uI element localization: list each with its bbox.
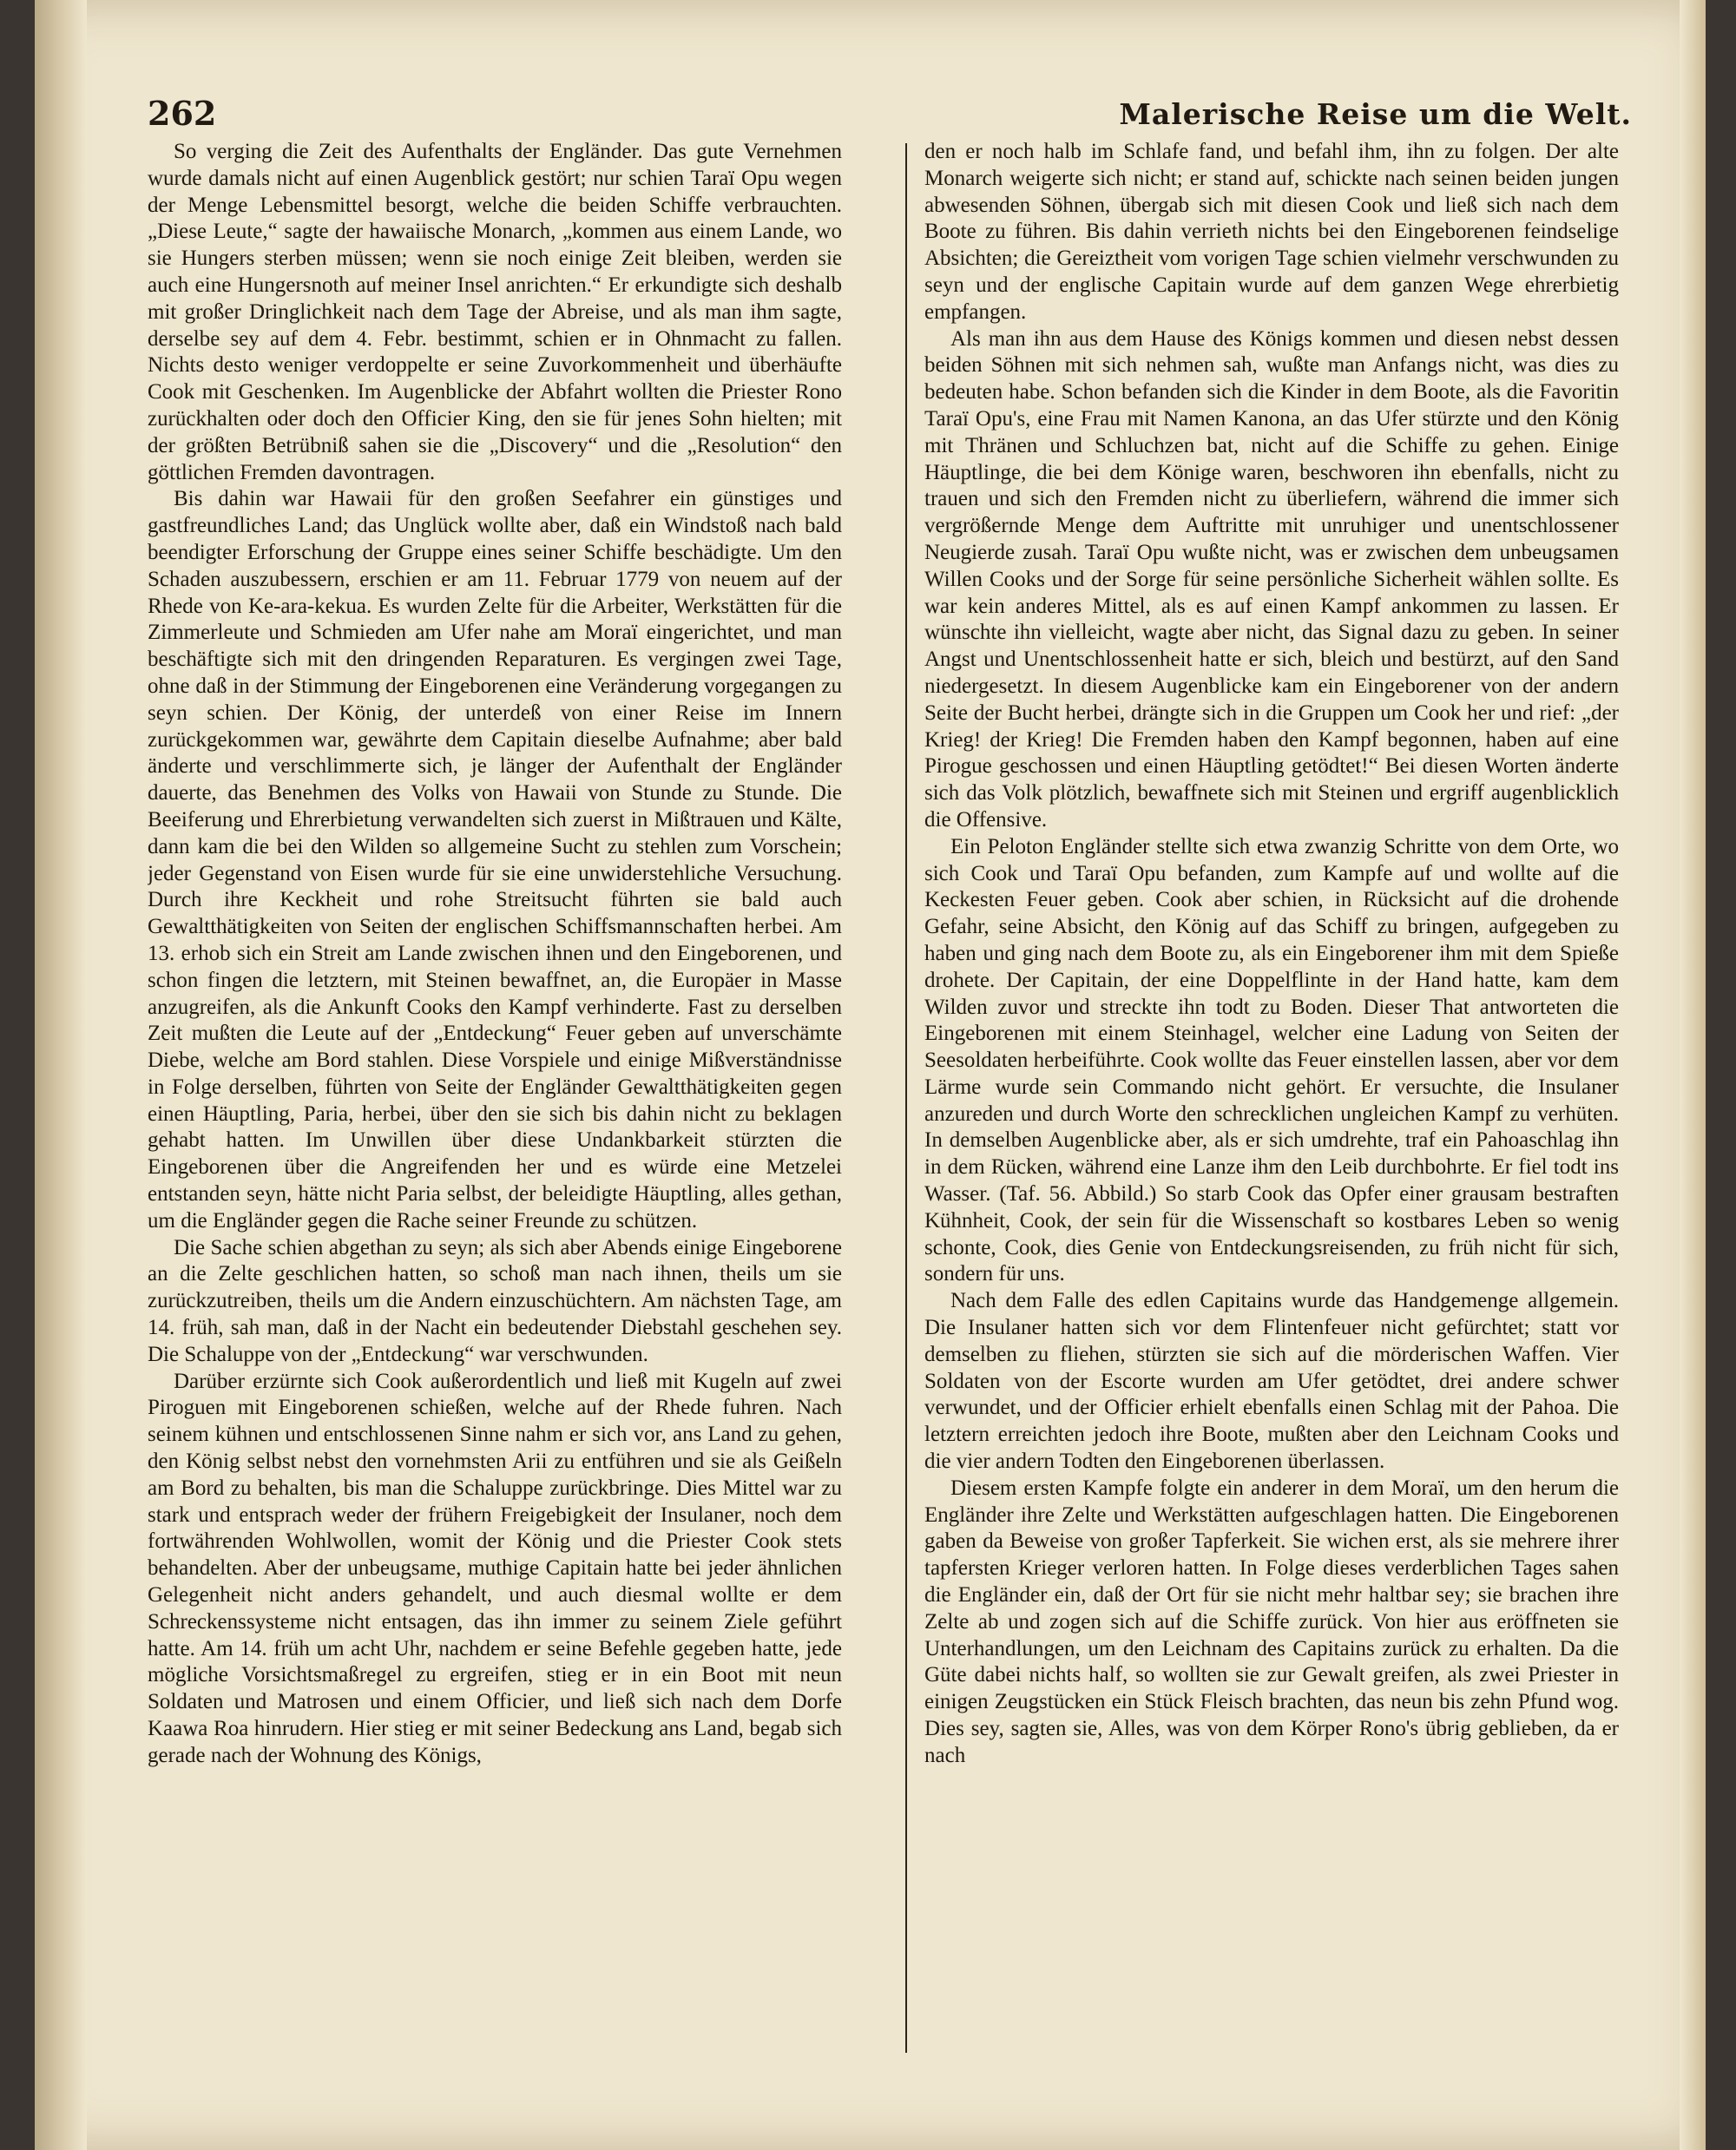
page-header — [148, 94, 1632, 146]
paragraph: Ein Peloton Engländer stellte sich etwa zwanzig Schritte von dem Orte, wo sich Cook und Taraï Opu befanden, zum Kampfe auf und wollte auf die Keckesten Feuer geben. Cook aber schien, in Rücksicht auf die drohende Gefahr, seine Absicht, den König auf das Schiff zu bringen, aufgegeben zu haben und ging nach dem Boote zu, als ein Eingeborener ihm mit dem Spieße drohete. Der Capitain, der eine Doppelflinte in der Hand hatte, kam dem Wilden zuvor und streckte ihn todt zu Boden. Dieser That antworteten die Eingeborenen mit einem Steinhagel, welcher eine Ladung von Seiten der Seesoldaten herbeiführte. Cook wollte das Feuer einstellen lassen, aber vor dem Lärme wurde sein Commando nicht gehört. Er versuchte, die Insulaner anzureden und durch Worte den schrecklichen ungleichen Kampf zu verhüten. In demselben Augenblicke aber, als er sich umdrehte, traf ein Pahoaschlag ihn in dem Rücken, während eine Lanze ihm den Leib durchbohrte. Er fiel todt ins Wasser. (Taf. 56. Abbild.) So starb Cook das Opfer einer grausam bestraften Kühnheit, Cook, der sein für die Wissenschaft so kostbares Leben so wenig schonte, Cook, dies Genie von Entdeckungsreisenden, zu früh nicht für sich, sondern für uns. — [924, 834, 1619, 1286]
paragraph: den er noch halb im Schlafe fand, und befahl ihm, ihn zu folgen. Der alte Monarch weigerte sich nicht; er stand auf, schickte nach seinen beiden jungen abwesenden Söhnen, übergab sich mit diesen Cook und ließ sich nach dem Boote zu führen. Bis dahin verrieth nichts bei den Eingeborenen feindselige Absichten; die Gereiztheit vom vorigen Tage schien vielmehr verschwunden zu seyn und der englische Capitain wurde auf dem ganzen Wege ehrerbietig empfangen. — [924, 140, 1619, 324]
paragraph: Die Sache schien abgethan zu seyn; als sich aber Abends einige Eingeborene an die Zelte geschlichen hatten, so schoß man nach ihnen, theils um sie zurückzutreiben, theils um die Andern einzuschüchtern. Am nächsten Tage, am 14. früh, sah man, daß in der Nacht ein bedeutender Diebstahl geschehen sey. Die Schaluppe von der „Entdeckung“ war verschwunden. — [148, 1235, 842, 1366]
right-column — [924, 139, 1619, 2083]
paragraph: Bis dahin war Hawaii für den großen Seefahrer ein günstiges und gastfreundliches Land; das Unglück wollte aber, daß ein Windstoß nach bald beendigter Erforschung der Gruppe eines seiner Schiffe beschädigte. Um den Schaden auszubessern, erschien er am 11. Februar 1779 von neuem auf der Rhede von Ke-ara-kekua. Es wurden Zelte für die Arbeiter, Werkstätten für die Zimmerleute und Schmieden am Ufer nahe am Moraï eingerichtet, und man beschäftigte sich mit den dringenden Reparaturen. Es vergingen zwei Tage, ohne daß in der Stimmung der Eingeborenen eine Veränderung vorgegangen zu seyn schien. Der König, der unterdeß von einer Reise im Innern zurückgekommen war, gewährte dem Capitain dieselbe Aufnahme; aber bald änderte und verschlimmerte sich, je länger der Aufenthalt der Engländer dauerte, das Benehmen des Volks von Hawaii von Stunde zu Stunde. Die Beeiferung und Ehrerbietung verwandelten sich zuerst in Mißtrauen und Kälte, dann kam die bei den Wilden so allgemeine Sucht zu stehlen zum Vorschein; jeder Gegenstand von Eisen wurde für sie eine unwiderstehliche Versuchung. Durch ihre Keckheit und rohe Streitsucht führten sie bald auch Gewaltthätigkeiten von Seiten der englischen Schiffsmannschaften herbei. Am 13. erhob sich ein Streit am Lande zwischen ihnen und den Eingeborenen, und schon fingen die letztern, mit Steinen bewaffnet, an, die Europäer in Masse anzugreifen, als die Ankunft Cooks den Kampf verhinderte. Fast zu derselben Zeit mußten die Leute auf der „Entdeckung“ Feuer geben auf unverschämte Diebe, welche am Bord stahlen. Diese Vorspiele und einige Mißverständnisse in Folge derselben, führten von Seite der Engländer Gewaltthätigkeiten gegen einen Häuptling, Paria, herbei, über den sie sich bis dahin nicht zu beklagen gehabt hatten. Im Unwillen über diese Undankbarkeit stürzten die Eingeborenen über die Angreifenden her und es würde eine Metzelei entstanden seyn, hätte nicht Paria selbst, der beleidigte Häuptling, alles gethan, um die Engländer gegen die Rache seiner Freunde zu schützen. — [148, 487, 842, 1233]
page-gutter — [35, 0, 87, 2150]
left-column — [148, 139, 842, 2083]
book-page — [35, 0, 1706, 2150]
paragraph: So verging die Zeit des Aufenthalts der Engländer. Das gute Vernehmen wurde damals nicht auf einen Augenblick gestört; nur schien Taraï Opu wegen der Menge Lebensmittel besorgt, welche die beiden Schiffe verbrauchten. „Diese Leute,“ sagte der hawaiische Monarch, „kommen aus einem Lande, wo sie Hungers sterben müssen; wenn sie noch einige Zeit bleiben, werden sie auch eine Hungersnoth auf meiner Insel anrichten.“ Er erkundigte sich deshalb mit großer Dringlichkeit nach dem Tage der Abreise, und als man ihm sagte, derselbe sey auf dem 4. Febr. bestimmt, schien er in Ohnmacht zu fallen. Nichts desto weniger verdoppelte er seine Zuvorkommenheit und überhäufte Cook mit Geschenken. Im Augenblicke der Abfahrt wollten die Priester Rono zurückhalten oder doch den Officier King, den sie für jenes Sohn hielten; mit der größten Betrübniß sahen sie die „Discovery“ und die „Resolution“ den göttlichen Fremden davontragen. — [148, 140, 842, 484]
page-edge — [1680, 0, 1706, 2150]
running-title: Malerische Reise um die Welt. — [1119, 97, 1632, 131]
page-number: 262 — [148, 94, 217, 133]
column-divider — [905, 143, 907, 2053]
paragraph: Diesem ersten Kampfe folgte ein anderer in dem Moraï, um den herum die Engländer ihre Zelte und Werkstätten aufgeschlagen hatten. Die Eingeborenen gaben da Beweise von großer Tapferkeit. Sie wichen erst, als sie mehrere ihrer tapfersten Krieger verloren hatten. In Folge dieses verderblichen Tages sahen die Engländer ein, daß der Ort für sie nicht mehr haltbar sey; sie brachen ihre Zelte ab und zogen sich auf die Schiffe zurück. Von hier aus eröffneten sie Unterhandlungen, um den Leichnam des Capitains zurück zu erhalten. Da die Güte dabei nichts half, so wollten sie zur Gewalt greifen, als zwei Priester in einigen Zeugstücken ein Stück Fleisch brachten, das neun bis zehn Pfund wog. Dies sey, sagten sie, Alles, was von dem Körper Rono's übrig geblieben, da er nach — [924, 1476, 1619, 1767]
paragraph: Nach dem Falle des edlen Capitains wurde das Handgemenge allgemein. Die Insulaner hatten sich vor dem Flintenfeuer nicht gefürchtet; statt vor demselben zu fliehen, stürzten sie sich auf die mörderischen Waffen. Vier Soldaten von der Escorte wurden am Ufer getödtet, drei andere schwer verwundet, und der Officier erhielt ebenfalls einen Schlag mit der Pahoa. Die letztern erreichten jedoch ihre Boote, mußten aber den Leichnam Cooks und die vier andern Todten den Eingeborenen überlassen. — [924, 1289, 1619, 1474]
paragraph: Darüber erzürnte sich Cook außerordentlich und ließ mit Kugeln auf zwei Piroguen mit Eingeborenen schießen, welche auf der Rhede fuhren. Nach seinem kühnen und entschlossenen Sinne nahm er sich vor, ans Land zu gehen, den König selbst nebst den vornehmsten Arii zu entführen und sie als Geißeln am Bord zu behalten, bis man die Schaluppe zurückbringe. Dies Mittel war zu stark und entsprach weder der frühern Freigebigkeit der Insulaner, noch dem fortwährenden Wohlwollen, womit der König und die Priester Cook stets behandelten. Aber der unbeugsame, muthige Capitain hatte bei jeder ähnlichen Gelegenheit nicht anders gehandelt, und auch diesmal wollte er dem Schreckenssysteme nicht entsagen, das ihn immer zu seinem Ziele geführt hatte. Am 14. früh um acht Uhr, nachdem er seine Befehle gegeben hatte, jede mögliche Vorsichtsmaßregel zu ergreifen, stieg er in ein Boot mit neun Soldaten und Matrosen und einem Officier, und ließ sich nach dem Dorfe Kaawa Roa hinrudern. Hier stieg er mit seiner Bedeckung ans Land, begab sich gerade nach der Wohnung des Königs, — [148, 1369, 842, 1767]
paragraph: Als man ihn aus dem Hause des Königs kommen und diesen nebst dessen beiden Söhnen mit sich nehmen sah, wußte man Anfangs nicht, was dies zu bedeuten habe. Schon befanden sich die Kinder in dem Boote, als die Favoritin Taraï Opu's, eine Frau mit Namen Kanona, an das Ufer stürzte und den König mit Thränen und Schluchzen bat, nicht auf die Schiffe zu gehen. Einige Häuptlinge, die bei dem Könige waren, beschworen ihn ebenfalls, nicht zu trauen und sich den Fremden nicht zu überliefern, während die immer sich vergrößernde Menge dem Auftritte mit unruhiger und unentschlossener Neugierde zusah. Taraï Opu wußte nicht, was er zwischen dem unbeugsamen Willen Cooks und der Sorge für seine persönliche Sicherheit wählen sollte. Es war kein anderes Mittel, als es auf einen Kampf ankommen zu lassen. Er wünschte ihn vielleicht, wagte aber nicht, das Signal dazu zu geben. In seiner Angst und Unentschlossenheit hatte er sich, bleich und bestürzt, auf den Sand niedergesetzt. In diesem Augenblicke kam ein Eingeborener von der andern Seite der Bucht herbei, drängte sich in die Gruppen um Cook her und rief: „der Krieg! der Krieg! Die Fremden haben den Kampf begonnen, haben auf eine Pirogue geschossen und einen Häuptling getödtet!“ Bei diesen Worten änderte sich das Volk plötzlich, bewaffnete sich mit Steinen und ergriff augenblicklich die Offensive. — [924, 326, 1619, 832]
